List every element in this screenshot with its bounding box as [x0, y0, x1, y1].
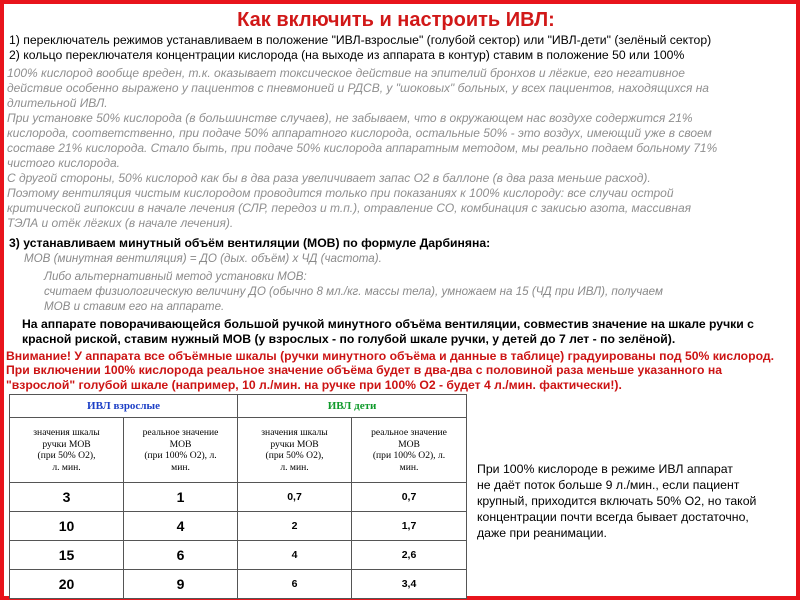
header-line: мин.: [399, 461, 419, 473]
note-line: чистого кислорода.: [7, 156, 120, 170]
table-row: [10, 512, 467, 541]
table-cell: 1,7: [352, 512, 467, 541]
table-cell: 2,6: [352, 541, 467, 570]
table-cell: 6: [238, 570, 352, 599]
table-cell: 4: [238, 541, 352, 570]
note-line: составе 21% кислорода. Стало быть, при подаче 50% кислорода аппаратным методом, мы реально подаем больному 71%: [7, 141, 718, 155]
device-line: красной риской, ставим нужный МОВ (у взрослых - по голубой шкале ручки, у детей до 7 лет - по зелёной).: [22, 332, 676, 346]
step-2-text: 2) кольцо переключателя концентрации кислорода (на выходе из аппарата в контур) ставим в положение 50 или 100%: [9, 48, 685, 62]
header-line: МОВ: [398, 438, 420, 450]
device-line: На аппарате поворачивающейся большой ручкой минутного объёма вентиляции, совместив значение на шкале ручки с: [22, 317, 754, 331]
table-cell: 0,7: [352, 483, 467, 512]
child-header: ИВЛ дети: [238, 395, 467, 418]
note-line: С другой стороны, 50% кислород как бы в два раза увеличивает запас О2 в баллоне (в два раза меньше расход).: [7, 171, 651, 185]
note-line: 100% кислород вообще вреден, т.к. оказывает токсическое действие на эпителий бронхов и лёгкие, его негативное: [7, 66, 685, 80]
header-line: реальное значение: [371, 427, 447, 438]
step-3-text: 3) устанавливаем минутный объём вентиляции (МОВ) по формуле Дарбиняна:: [9, 236, 491, 250]
table-cell: 9: [124, 570, 238, 599]
formula-text: МОВ (минутная вентиляция) = ДО (дых. объём) х ЧД (частота).: [24, 252, 382, 265]
alt-line: Либо альтернативный метод установки МОВ:: [44, 270, 307, 283]
note-line: действие особенно выражено у пациентов с пневмонией и РДСВ, у "шоковых" больных, у всех пациентов, находящихся на: [7, 81, 709, 95]
header-line: ручки МОВ: [270, 438, 319, 450]
table-cell: 6: [124, 541, 238, 570]
note-line: Поэтому вентиляция чистым кислородом проводится только при показаниях к 100% кислороду: все случаи острой: [7, 186, 674, 200]
side-note: [477, 461, 787, 541]
note-line: ТЭЛА и отёк лёгких (в начале лечения).: [7, 216, 234, 230]
warning-detail: При включении 100% кислорода реальное значение объёма будет в два-два с половиной раза меньше указанного на: [6, 363, 723, 377]
mov-table: [9, 394, 467, 599]
table-cell: 1: [124, 483, 238, 512]
table-cell: 3: [10, 483, 124, 512]
table-cell: 15: [10, 541, 124, 570]
header-line: значения шкалы: [33, 427, 100, 438]
side-note-line: даже при реанимации.: [477, 526, 607, 540]
table-cell: 4: [124, 512, 238, 541]
note-line: кислорода, соответственно, при подаче 50% аппаратного кислорода, остальные 50% - это воздух, имеющий уже в своем: [7, 126, 712, 140]
side-note-line: При 100% кислороде в режиме ИВЛ аппарат: [477, 462, 733, 476]
warning-label: Внимание!: [6, 349, 71, 363]
header-line: л. мин.: [280, 461, 309, 473]
note-line: длительной ИВЛ.: [7, 96, 108, 110]
note-line: критической гипоксии в начале лечения (СЛР, передоз и т.п.), отравление СО, комбинация с закисью азота, массивная: [7, 201, 692, 215]
side-note-line: крупный, приходится включать 50% О2, но такой: [477, 494, 757, 508]
alt-line: считаем физиологическую величину ДО (обычно 8 мл./кг. массы тела), умножаем на 15 (ЧД при ИВЛ), получаем: [44, 285, 663, 298]
warning-line: [6, 349, 774, 363]
note-line: При установке 50% кислорода (в большинстве случаев), не забываем, что в окружающем нас воздухе содержится 21%: [7, 111, 693, 125]
table-row: [10, 570, 467, 599]
page-title: Как включить и настроить ИВЛ:: [237, 9, 555, 31]
table-cell: 3,4: [352, 570, 467, 599]
header-line: (при 100% О2), л.: [144, 450, 217, 461]
side-note-line: не даёт поток больше 9 л./мин., если пациент: [477, 478, 740, 492]
header-line: значения шкалы: [261, 427, 328, 438]
col-scale-adult: [10, 418, 124, 483]
warning-text: У аппарата все объёмные шкалы (ручки минутного объёма и данные в таблице) градуированы под 50% кислород.: [70, 349, 774, 363]
header-line: МОВ: [169, 438, 192, 450]
table-cell: 2: [238, 512, 352, 541]
col-real-child: [352, 418, 467, 483]
header-line: л. мин.: [52, 461, 81, 473]
col-real-adult: [124, 418, 238, 483]
table-cell: 0,7: [238, 483, 352, 512]
adult-header: ИВЛ взрослые: [10, 395, 238, 418]
col-scale-child: [238, 418, 352, 483]
warning-detail: "взрослой" голубой шкале (например, 10 л./мин. на ручке при 100% О2 - будет 4 л./мин. фактически!).: [6, 378, 622, 392]
table-row: [10, 483, 467, 512]
step-1-text: 1) переключатель режимов устанавливаем в положение "ИВЛ-взрослые" (голубой сектор) или "ИВЛ-дети" (зелёный сектор): [9, 33, 712, 47]
header-line: (при 100% О2), л.: [372, 450, 446, 461]
header-line: реальное значение: [142, 427, 219, 438]
table-cell: 20: [10, 570, 124, 599]
table-row: [10, 541, 467, 570]
alt-line: МОВ и ставим его на аппарате.: [44, 300, 225, 313]
header-line: ручки МОВ: [42, 438, 91, 450]
header-line: (при 50% О2),: [265, 450, 324, 461]
header-line: мин.: [171, 461, 190, 473]
side-note-line: концентрации почти всегда бывает достаточно,: [477, 510, 749, 524]
table-cell: 10: [10, 512, 124, 541]
header-line: (при 50% О2),: [37, 450, 96, 461]
